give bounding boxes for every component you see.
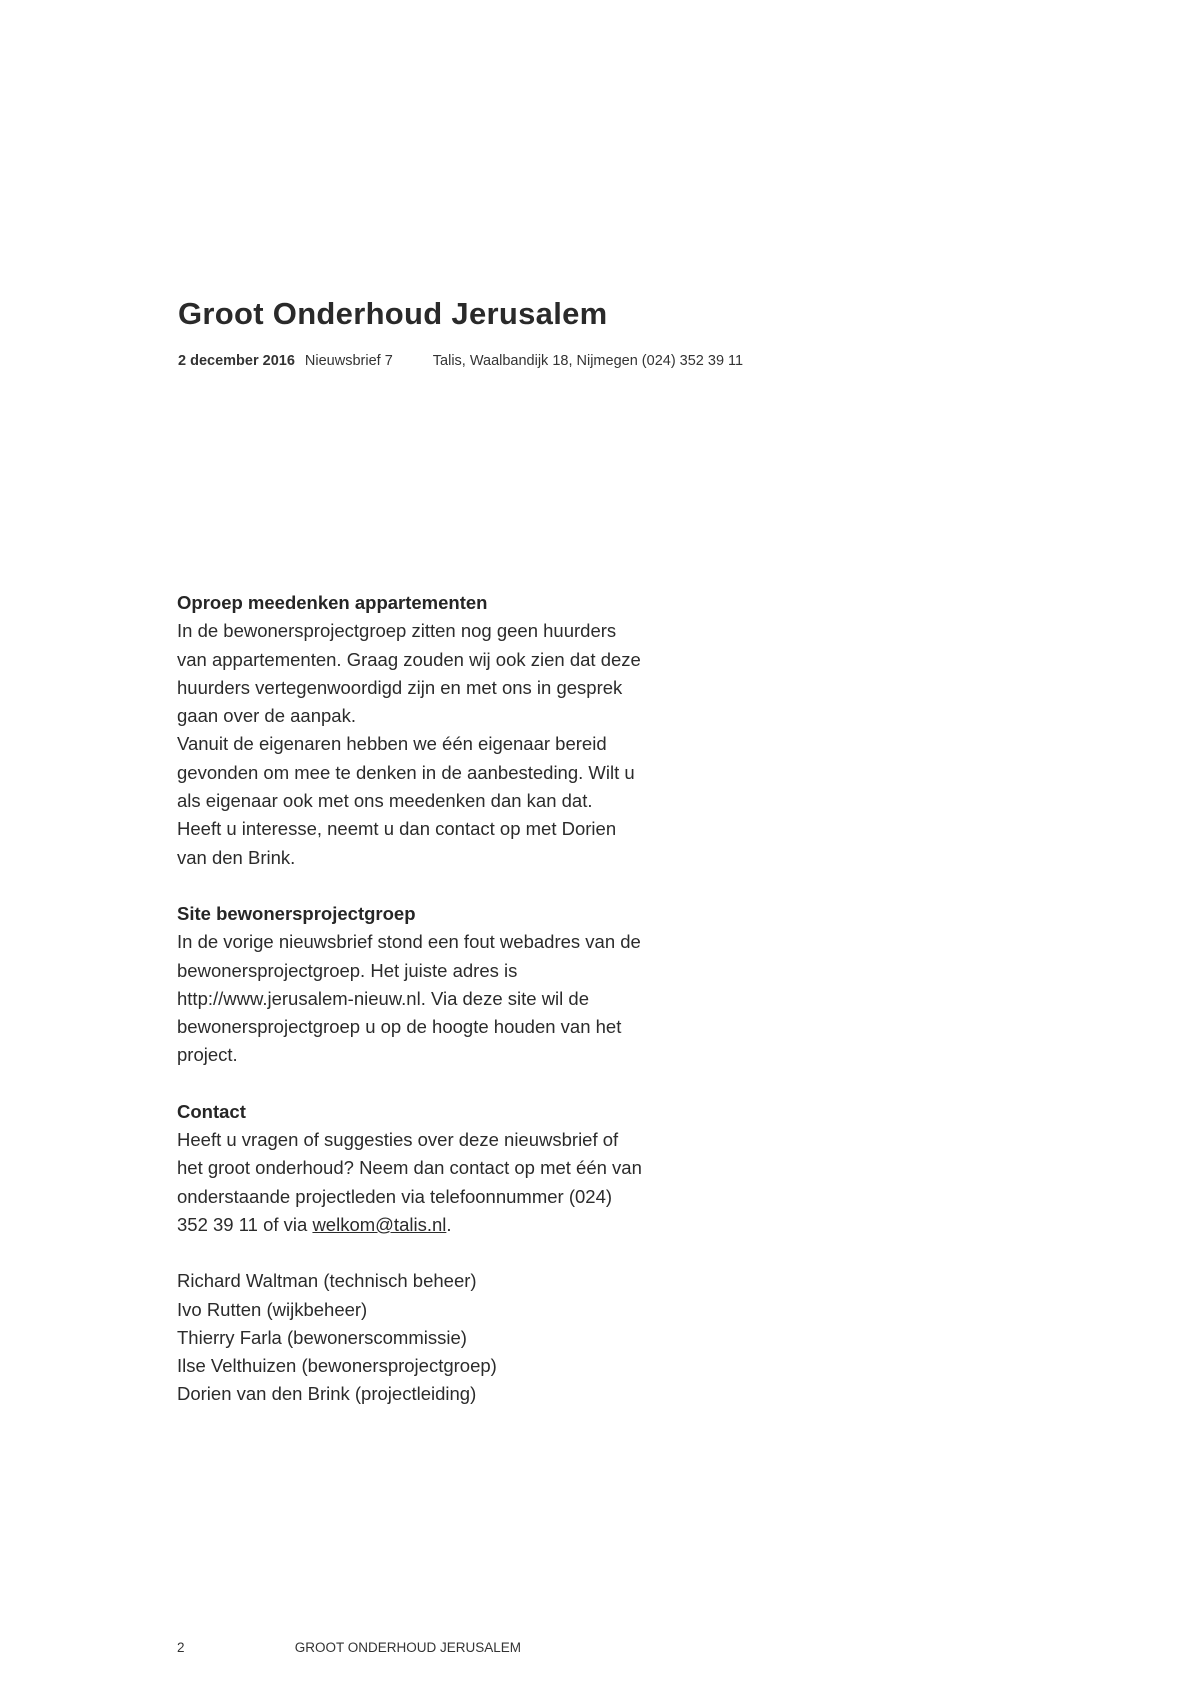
- section-contact: [177, 1098, 647, 1239]
- page-title: Groot Onderhoud Jerusalem: [178, 296, 608, 331]
- newsletter-meta: [178, 353, 743, 369]
- article-column: [177, 589, 647, 1409]
- site-paragraph: In de vorige nieuwsbrief stond een fout webadres van de bewonersprojectgroep. Het juiste adres is http://www.jerusalem-nieuw.nl. Via deze site wil de bewonersprojectgroep u op de hoogte houden van het project.: [177, 931, 641, 1066]
- section-heading-contact: Contact: [177, 1100, 246, 1122]
- contact-paragraph-end: .: [446, 1213, 452, 1235]
- page-footer: [177, 1640, 521, 1655]
- oproep-paragraph-2: Vanuit de eigenaren hebben we één eigenaar bereid gevonden om mee te denken in de aanbesteding. Wilt u als eigenaar ook met ons meedenken dan kan dat.: [177, 733, 635, 812]
- contact-person: Dorien van den Brink (projectleiding): [177, 1383, 477, 1405]
- sender-address: Talis, Waalbandijk 18, Nijmegen (024) 352 39 11: [432, 353, 744, 369]
- running-title: GROOT ONDERHOUD JERUSALEM: [294, 1640, 522, 1655]
- page-number: 2: [177, 1640, 185, 1655]
- contact-person: Richard Waltman (technisch beheer): [177, 1270, 477, 1292]
- contact-paragraph-text: Heeft u vragen of suggesties over deze nieuwsbrief of het groot onderhoud? Neem dan contact op met één van onderstaande projectleden via telefoonnummer (024) 352 39 11 of via: [177, 1129, 642, 1235]
- section-oproep: [177, 589, 647, 872]
- newsletter-issue: Nieuwsbrief 7: [304, 353, 393, 369]
- contact-person: Thierry Farla (bewonerscommissie): [177, 1326, 467, 1348]
- section-site: [177, 900, 647, 1070]
- section-heading-site: Site bewonersprojectgroep: [177, 902, 416, 924]
- newsletter-date: 2 december 2016: [178, 353, 295, 369]
- oproep-paragraph-1: In de bewonersprojectgroep zitten nog geen huurders van appartementen. Graag zouden wij ook zien dat deze huurders vertegenwoordigd zijn en met ons in gesprek gaan over de aanpak.: [177, 620, 641, 727]
- section-heading-oproep: Oproep meedenken appartementen: [177, 592, 488, 613]
- contact-people-list: [177, 1267, 647, 1408]
- contact-person: Ilse Velthuizen (bewonersprojectgroep): [177, 1355, 497, 1377]
- contact-paragraph: [177, 1126, 647, 1239]
- oproep-paragraph-3: Heeft u interesse, neemt u dan contact op met Dorien van den Brink.: [177, 818, 617, 868]
- contact-email-link[interactable]: welkom@talis.nl: [312, 1213, 447, 1235]
- contact-person: Ivo Rutten (wijkbeheer): [177, 1298, 368, 1320]
